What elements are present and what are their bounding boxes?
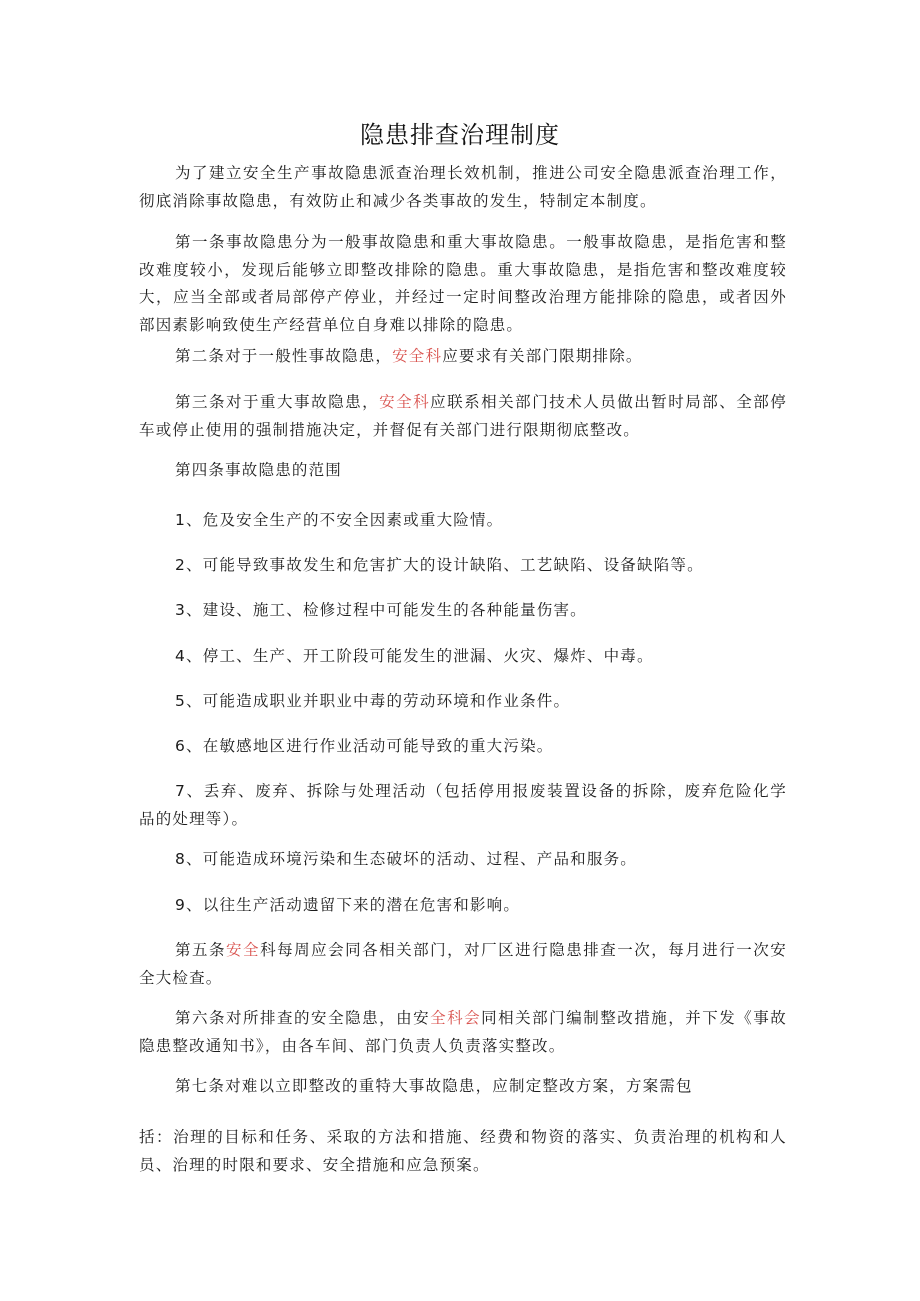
article-5-highlight: 安全 bbox=[226, 941, 261, 959]
article-7-line-1: 第七条对难以立即整改的重特大事故隐患，应制定整改方案，方案需包 bbox=[175, 1077, 693, 1095]
article-6-text-pre: 第六条对所排查的安全隐患，由安 bbox=[175, 1009, 431, 1027]
article-4-heading: 第四条事故隐患的范围 bbox=[175, 461, 343, 479]
scope-item: 1、危及安全生产的不安全因素或重大险情。 bbox=[175, 511, 504, 529]
scope-item: 9、以往生产活动遗留下来的潜在危害和影响。 bbox=[175, 896, 521, 914]
article-5-text-post: 科每周应会同各相关部门，对厂区进行隐患排查一次，每月进行一次安全大检查。 bbox=[139, 941, 788, 987]
article-2-text-pre: 第二条对于一般性事故隐患， bbox=[175, 347, 393, 365]
article-6-highlight: 全科会 bbox=[430, 1009, 482, 1027]
scope-item: 6、在敏感地区进行作业活动可能导致的重大污染。 bbox=[175, 737, 554, 755]
article-6-paragraph bbox=[139, 1005, 787, 1060]
article-2-text-post: 应要求有关部门限期排除。 bbox=[442, 347, 643, 365]
article-2-highlight: 安全科 bbox=[392, 347, 443, 365]
scope-item: 5、可能造成职业并职业中毒的劳动环境和作业条件。 bbox=[175, 692, 571, 710]
article-5-text-pre: 第五条 bbox=[175, 941, 227, 959]
scope-item: 7、丢弃、废弃、拆除与处理活动（包括停用报废装置设备的拆除，废弃危险化学品的处理等）。 bbox=[139, 782, 787, 828]
article-2-paragraph bbox=[139, 343, 787, 371]
article-3-highlight: 安全科 bbox=[379, 393, 431, 411]
intro-paragraph: 为了建立安全生产事故隐患派查治理长效机制，推进公司安全隐患派查治理工作，彻底消除事故隐患，有效防止和减少各类事故的发生，特制定本制度。 bbox=[139, 164, 787, 210]
article-3-paragraph bbox=[139, 389, 787, 444]
article-1-paragraph: 第一条事故隐患分为一般事故隐患和重大事故隐患。一般事故隐患，是指危害和整改难度较小，发现后能够立即整改排除的隐患。重大事故隐患，是指危害和整改难度较大，应当全部或者局部停产停业，并经过一定时间整改治理方能排除的隐患，或者因外部因素影响致使生产经营单位自身难以排除的隐患。 bbox=[139, 233, 787, 334]
article-5-paragraph bbox=[139, 937, 787, 992]
document-title: 隐患排查治理制度 bbox=[360, 121, 560, 149]
scope-item: 8、可能造成环境污染和生态破坏的活动、过程、产品和服务。 bbox=[175, 850, 637, 868]
scope-item: 4、停工、生产、开工阶段可能发生的泄漏、火灾、爆炸、中毒。 bbox=[175, 647, 654, 665]
scope-item: 2、可能导致事故发生和危害扩大的设计缺陷、工艺缺陷、设备缺陷等。 bbox=[175, 556, 704, 574]
article-6-text-post: 同相关部门编制整改措施，并下发《事故隐患整改通知书》，由各车间、部门负责人负责落实整改。 bbox=[139, 1009, 787, 1055]
scope-item: 3、建设、施工、检修过程中可能发生的各种能量伤害。 bbox=[175, 601, 587, 619]
article-3-text-post: 应联系相关部门技术人员做出暂时局部、全部停车或停止使用的强制措施决定，并督促有关部门进行限期彻底整改。 bbox=[139, 393, 788, 439]
article-7-line-2: 括：治理的目标和任务、采取的方法和措施、经费和物资的落实、负责治理的机构和人员、治理的时限和要求、安全措施和应急预案。 bbox=[139, 1128, 787, 1174]
article-3-text-pre: 第三条对于重大事故隐患， bbox=[175, 393, 380, 411]
